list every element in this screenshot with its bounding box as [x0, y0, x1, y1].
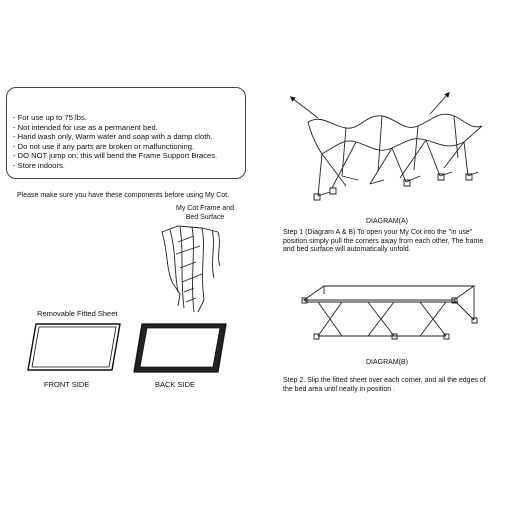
warning-item: - Store indoors. — [13, 161, 245, 171]
diagram-b-label: DIAGRAM(B) — [366, 359, 408, 366]
frame-label: My Cot Frame and Bed Surface — [176, 205, 234, 221]
diagram-b-illustration — [298, 280, 478, 346]
warning-item: - For use up to 75 lbs. — [13, 113, 245, 123]
diagram-a-illustration — [288, 92, 484, 220]
warning-box — [6, 87, 246, 179]
components-intro: Please make sure you have these components before using My Cot. — [17, 192, 230, 199]
step-1-text: Step 1 (Diagram A & B) To open your My Cot into the "in use" position simply pull the corners away from each other, The frame and bed surface will automatically unfold. — [283, 229, 484, 254]
warning-list — [13, 113, 245, 170]
back-side-label: BACK SIDE — [155, 380, 196, 389]
sheet-label: Removable Fitted Sheet — [37, 309, 118, 318]
step-2-text: Step 2. Slip the fitted sheet over each corner, and all the edges of the bed area until neatly in position . — [283, 377, 486, 393]
sheet-front-illustration — [26, 322, 122, 372]
warning-item: - Not intended for use as a permanent bed. — [13, 123, 245, 133]
warning-item: - Do not use if any parts are broken or malfunctioning. — [13, 142, 245, 152]
warning-item: - DO NOT jump on; this will bend the Frame Support Braces. — [13, 151, 245, 161]
sheet-back-illustration — [132, 322, 228, 374]
diagram-a-label: DIAGRAM(A) — [366, 218, 408, 225]
warning-item: - Hand wash only, Warm water and soap with a damp cloth. — [13, 132, 245, 142]
folded-cot-illustration — [150, 222, 230, 322]
front-side-label: FRONT SIDE — [44, 380, 90, 389]
